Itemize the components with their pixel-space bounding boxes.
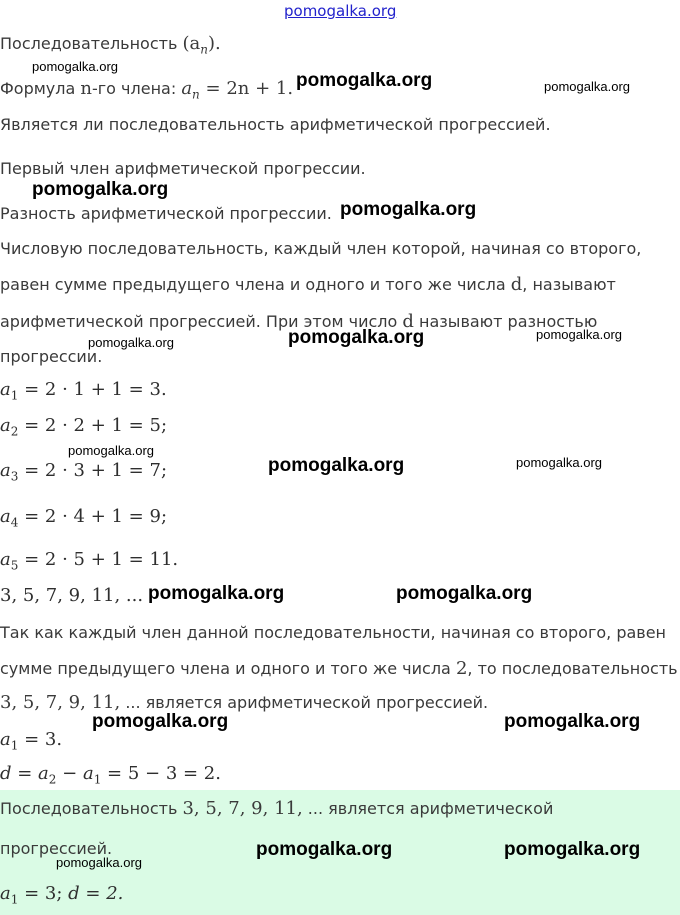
watermark: pomogalka.org [544, 79, 630, 94]
watermark: pomogalka.org [504, 711, 641, 732]
formula-line: Формула n-го члена: $a_n = 2n + 1$. [0, 78, 294, 102]
definition-line-1: Числовую последовательность, каждый член которой, начиная со второго, [0, 239, 642, 258]
watermark: pomogalka.org [268, 455, 405, 476]
watermark: pomogalka.org [92, 711, 229, 732]
difference-line: Разность арифметической прогрессии. [0, 204, 332, 223]
conclusion-line-2: сумме предыдущего члена и одного и того же числа 2, то последовательность [0, 658, 678, 679]
watermark: pomogalka.org [32, 59, 118, 74]
watermark: pomogalka.org [32, 179, 169, 200]
definition-line-2: равен сумме предыдущего члена и одного и того же числа d, называют [0, 274, 616, 295]
conclusion-line-3: 3, 5, 7, 9, 11, ... является арифметической прогрессией. [0, 692, 489, 713]
conclusion-line-1: Так как каждый член данной последовательности, начиная со второго, равен [0, 623, 667, 642]
answer-line-2: прогрессией. [0, 839, 113, 858]
a1-result: $a_1 = 3$. [0, 729, 63, 753]
watermark: pomogalka.org [340, 199, 477, 220]
watermark: pomogalka.org [88, 335, 174, 350]
watermark: pomogalka.org [504, 839, 641, 860]
watermark: pomogalka.org [516, 455, 602, 470]
formula-math: $a_n = 2n + 1$. [181, 78, 294, 102]
watermark: pomogalka.org [56, 855, 142, 870]
sequence-values: 3, 5, 7, 9, 11, ... [0, 585, 144, 606]
d-result: $d = a_2 - a_1 = 5 - 3 = 2$. [0, 763, 221, 787]
question-line: Является ли последовательность арифметической прогрессией. [0, 115, 551, 134]
answer-line-3: $a_1 = 3$; d = 2. [0, 883, 124, 907]
watermark: pomogalka.org [68, 443, 154, 458]
header-link[interactable]: pomogalka.org [284, 2, 397, 20]
calc-a5: $a_5 = 2 \cdot 5 + 1 = 11$. [0, 549, 179, 573]
watermark: pomogalka.org [288, 327, 425, 348]
sequence-heading [0, 33, 221, 61]
definition-line-3: арифметической прогрессией. При этом число d называют разностью [0, 311, 598, 332]
watermark: pomogalka.org [396, 583, 533, 604]
sequence-label: Последовательность [0, 34, 178, 53]
watermark: pomogalka.org [536, 327, 622, 342]
calc-a3: $a_3 = 2 \cdot 3 + 1 = 7$; [0, 460, 168, 484]
calc-a4: $a_4 = 2 \cdot 4 + 1 = 9$; [0, 506, 168, 530]
watermark: pomogalka.org [296, 70, 433, 91]
first-term-line: Первый член арифметической прогрессии. [0, 159, 366, 178]
watermark: pomogalka.org [256, 839, 393, 860]
watermark: pomogalka.org [148, 583, 285, 604]
calc-a1: $a_1 = 2 \cdot 1 + 1 = 3$. [0, 379, 167, 403]
answer-line-1: Последовательность 3, 5, 7, 9, 11, ... является арифметической [0, 798, 554, 819]
definition-line-4: прогрессии. [0, 347, 103, 366]
calc-a2: $a_2 = 2 \cdot 2 + 1 = 5$; [0, 415, 168, 439]
sequence-symbol: $(a_n)$. [182, 33, 221, 57]
